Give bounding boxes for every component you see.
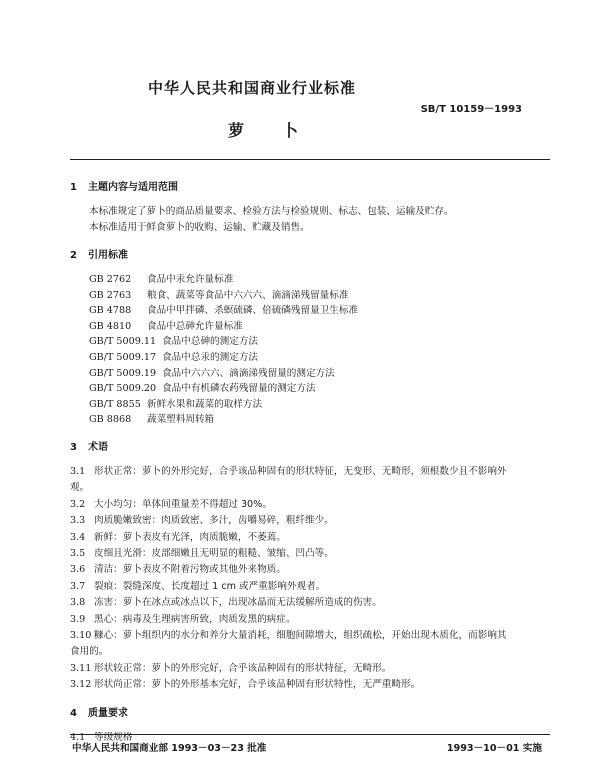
reference-code: GB/T 5009.19	[89, 367, 157, 379]
term-number: 3.11	[70, 662, 92, 674]
term-text: 糠心：萝卜组织内的水分和养分大量消耗，细胞间隙增大，组织疏松，开始出现木质化，而影响其	[94, 630, 507, 641]
reference-code: GB 4810	[89, 320, 132, 332]
term-item	[70, 530, 548, 546]
section-title: 术语	[88, 441, 108, 453]
reference-code: GB 8868	[89, 414, 132, 426]
term-item	[70, 677, 548, 693]
term-number: 3.1	[70, 465, 86, 477]
reference-list	[70, 272, 548, 428]
reference-item	[89, 381, 548, 397]
term-item	[70, 546, 548, 562]
term-continuation: 食用的。	[70, 646, 109, 658]
org-standard-title: 中华人民共和国商业行业标准	[148, 79, 357, 97]
term-number: 3.7	[70, 580, 86, 592]
reference-item	[89, 412, 548, 428]
term-item	[70, 464, 548, 480]
subsection-number: 4.1	[70, 731, 86, 743]
section-number: 3	[70, 441, 77, 453]
term-number: 3.6	[70, 564, 86, 576]
section-number: 2	[70, 250, 77, 261]
paragraph: 本标准适用于鲜食萝卜的收购、运输、贮藏及销售。	[89, 222, 310, 233]
term-text: 清洁：萝卜表皮不附着污物或其他外来物质。	[94, 564, 286, 576]
section-4-heading	[70, 706, 548, 722]
section-number: 1	[70, 182, 77, 193]
reference-name: 蔬菜塑料周转箱	[147, 414, 215, 426]
term-number: 3.2	[70, 498, 86, 510]
reference-name: 食品中甲拌磷、杀螟硫磷、倍硫磷残留量卫生标准	[147, 305, 359, 317]
reference-item	[89, 397, 548, 413]
term-number: 3.12	[70, 679, 92, 691]
section-title: 质量要求	[88, 707, 128, 719]
paragraph: 本标准规定了萝卜的商品质量要求、检验方法与检验规则、标志、包装、运输及贮存。	[89, 206, 454, 217]
reference-code: GB 2763	[89, 289, 132, 301]
section-number: 4	[70, 707, 77, 719]
reference-name: 食品中有机磷农药残留量的测定方法	[162, 383, 316, 395]
term-item	[70, 513, 548, 529]
term-text: 皮细且光滑：皮部细嫩且无明显的粗糙、皱缩、凹凸等。	[94, 547, 334, 559]
term-number: 3.3	[70, 515, 86, 527]
reference-code: GB/T 8855	[89, 398, 141, 410]
reference-name: 食品中六六六、滴滴涕残留量的测定方法	[162, 367, 335, 379]
section-2-heading	[70, 248, 548, 264]
term-number: 3.10	[70, 630, 92, 641]
standard-number: SB/T 10159－1993	[420, 104, 522, 115]
reference-name: 食品中总砷的测定方法	[162, 336, 259, 348]
reference-item	[89, 288, 548, 304]
term-text: 肉质脆嫩致密：肉质致密、多汁，齿嚼易碎，粗纤维少。	[94, 515, 334, 527]
section-3-heading	[70, 440, 548, 456]
term-text: 裂痕：裂缝深度、长度超过 1 cm 或严重影响外观者。	[94, 580, 326, 592]
term-number: 3.8	[70, 597, 86, 609]
term-item	[70, 661, 548, 677]
reference-name: 粮食、蔬菜等食品中六六六、滴滴涕残留量标准	[147, 289, 349, 301]
term-text: 形状较正常：萝卜的外形完好，合乎该品种固有的形状特征，无畸形。	[94, 662, 392, 674]
reference-item	[89, 319, 548, 335]
reference-code: GB/T 5009.20	[89, 383, 157, 395]
term-item	[70, 579, 548, 595]
reference-item	[89, 303, 548, 319]
reference-item	[89, 350, 548, 366]
document-title: 萝卜	[228, 121, 337, 140]
reference-code: GB/T 5009.11	[89, 336, 157, 348]
term-item	[70, 562, 548, 578]
reference-code: GB/T 5009.17	[89, 351, 157, 363]
term-text: 黑心：病毒及生理病害所致，肉质发黑的病症。	[94, 613, 296, 625]
term-number: 3.5	[70, 547, 86, 559]
subsection-text: 等级规格	[94, 731, 133, 743]
section-title: 主题内容与适用范围	[88, 182, 178, 193]
section-title: 引用标准	[88, 250, 128, 261]
term-item	[70, 595, 548, 611]
reference-code: GB 2762	[89, 274, 132, 285]
term-text: 冻害：萝卜在冰点或冰点以下，出现冰晶而无法缓解所造成的伤害。	[94, 597, 382, 609]
reference-item	[89, 366, 548, 382]
document-body	[70, 180, 548, 746]
term-continuation: 观。	[70, 482, 90, 494]
reference-item	[89, 272, 548, 288]
term-text: 大小均匀：单体间重量差不得超过 30%。	[94, 498, 272, 510]
approval-line: 中华人民共和国商业部 1993－03－23 批准	[72, 743, 267, 754]
term-number: 3.4	[70, 531, 86, 543]
footer-divider	[70, 734, 550, 735]
effective-date: 1993－10－01 实施	[446, 743, 542, 754]
term-number: 3.9	[70, 613, 86, 625]
reference-name: 食品中总汞的测定方法	[162, 351, 259, 363]
reference-name: 新鲜水果和蔬菜的取样方法	[147, 398, 263, 410]
term-text: 形状正常：萝卜的外形完好，合乎该品种固有的形状特征，无变形、无畸形，须根数少且不影响外	[94, 465, 507, 477]
reference-name: 食品中总砷允许量标准	[147, 320, 243, 332]
term-text: 新鲜：萝卜表皮有光泽，肉质脆嫩，不萎蔫。	[94, 531, 286, 543]
reference-code: GB 4788	[89, 305, 132, 317]
term-item	[70, 497, 548, 513]
section-1-heading	[70, 180, 548, 196]
term-text: 形状尚正常：萝卜的外形基本完好，合乎该品种固有形状特性，无严重畸形。	[94, 679, 421, 691]
term-item	[70, 612, 548, 628]
reference-item	[89, 334, 548, 350]
term-item	[70, 628, 548, 644]
header-divider	[70, 159, 550, 160]
reference-name: 食品中汞允许量标准	[147, 274, 234, 285]
